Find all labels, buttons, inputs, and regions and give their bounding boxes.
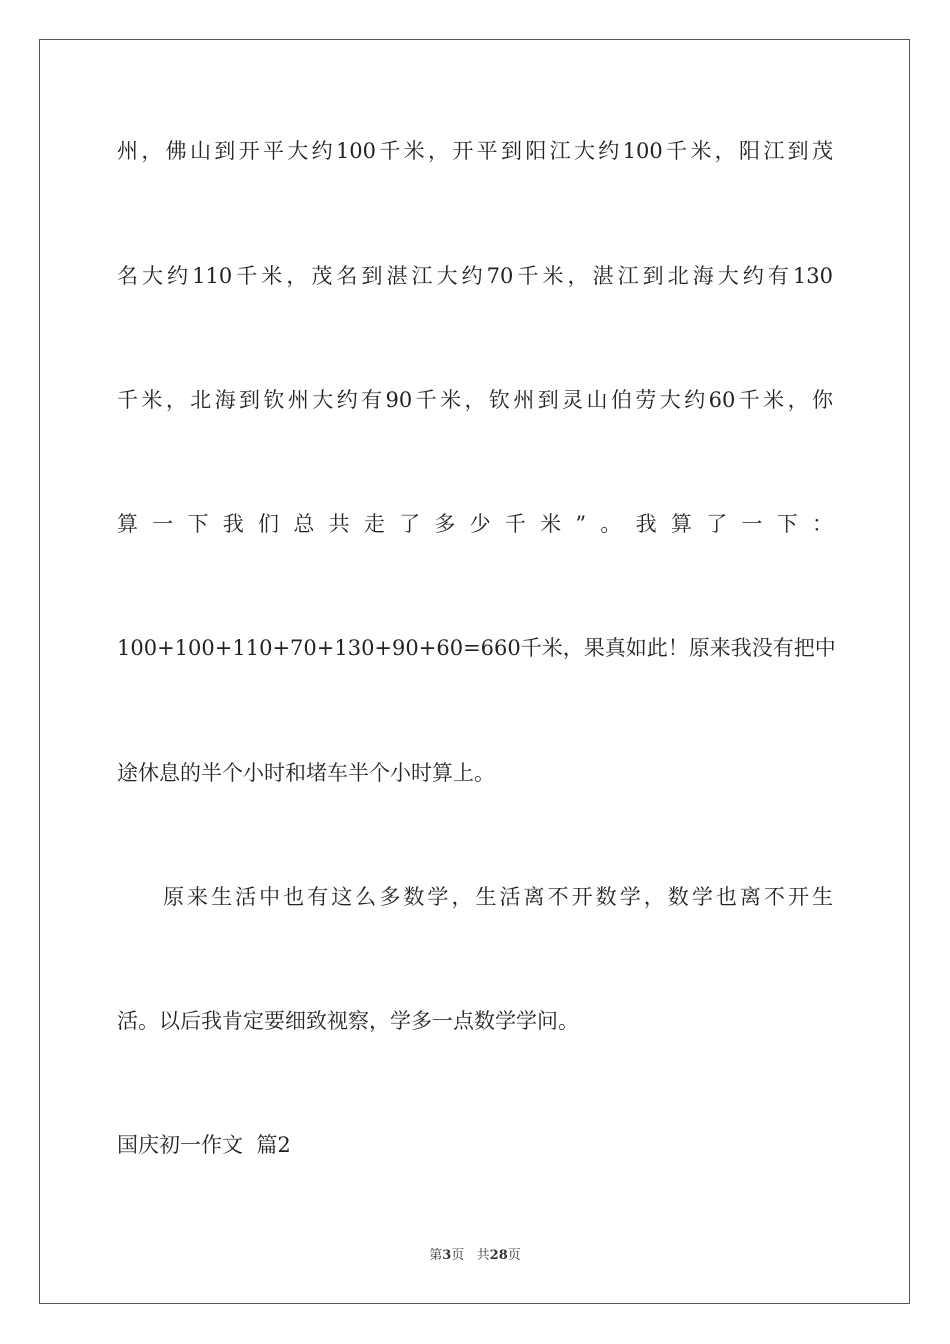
- footer-suffix: 页: [507, 1248, 521, 1263]
- body-line-4: 算一下我们总共走了多少千米”。我算了一下：: [117, 512, 833, 536]
- body-line-2: 名大约110千米，茂名到湛江大约70千米，湛江到北海大约有130: [117, 264, 833, 288]
- body-line-8: 活。以后我肯定要细致视察，学多一点数学学问。: [117, 1009, 579, 1033]
- page-border: [39, 39, 910, 1304]
- body-line-6: 途休息的半个小时和堵车半个小时算上。: [117, 761, 495, 785]
- body-line-3: 千米，北海到钦州大约有90千米，钦州到灵山伯劳大约60千米，你: [117, 388, 833, 412]
- current-page-number: 3: [442, 1248, 452, 1263]
- section-heading: 国庆初一作文 篇2: [117, 1133, 291, 1157]
- footer-prefix: 第: [429, 1248, 443, 1263]
- body-line-1: 州，佛山到开平大约100千米，开平到阳江大约100千米，阳江到茂: [117, 139, 833, 163]
- footer-middle: 页 共: [451, 1248, 490, 1263]
- page-footer: [0, 1247, 950, 1265]
- body-line-7: 原来生活中也有这么多数学，生活离不开数学，数学也离不开生: [163, 885, 833, 909]
- body-line-5: 100+100+110+70+130+90+60=660千米，果真如此！原来我没有把中: [117, 636, 836, 660]
- total-page-count: 28: [489, 1248, 508, 1263]
